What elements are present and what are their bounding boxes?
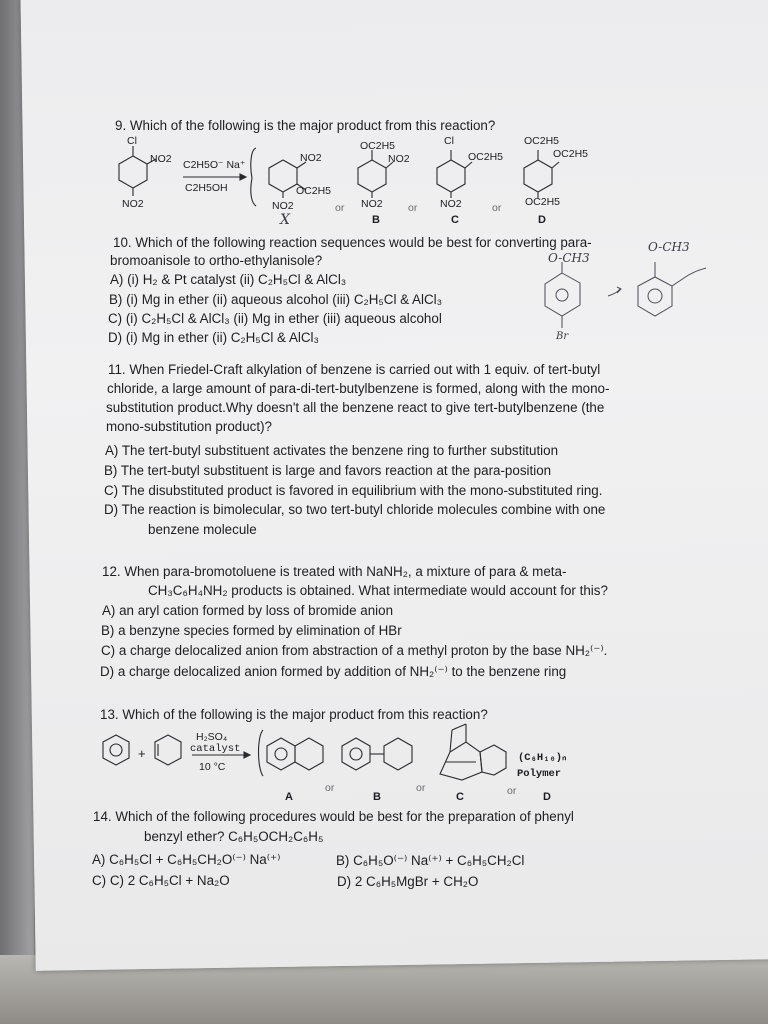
q12-line2: CH₃C₆H₄NH₂ products is obtained. What intermediate would account for this? [148,583,608,598]
q13-or-1: or [325,782,335,794]
q13-label-d: D [543,791,551,803]
q10-note-br: Br [556,331,569,342]
q9-c-top: Cl [444,135,454,147]
q13-polymer-formula: (C₆H₁₀)ₙ [518,752,567,764]
q11-option-b: B) The tert-butyl substituent is large and favors reaction at the para-position [104,463,552,478]
q9-a-bottom: NO2 [272,200,294,212]
q13-question: 13. Which of the following is the major product from this reaction? [100,707,488,722]
q9-reagent-bottom: C2H5OH [185,182,228,194]
q12-option-a: A) an aryl cation formed by loss of bromide anion [102,603,394,618]
q13-or-2: or [416,782,426,794]
q12-option-d: D) a charge delocalized anion formed by addition of NH₂⁽⁻⁾ to the benzene ring [100,664,567,679]
q13-label-a: A [285,791,293,803]
q10-option-a: A) (i) H₂ & Pt catalyst (ii) C₂H₅Cl & AlCl₃ [110,272,347,287]
q13-or-3: or [507,785,517,797]
q9-or-1: or [335,202,345,214]
q9-c-side: OC2H5 [468,151,504,163]
q9-reagent-top: C2H5O⁻ Na⁺ [183,159,246,171]
q9-reactant-side: NO2 [150,153,172,165]
q10-line1: 10. Which of the following reaction sequences would be best for converting para- [113,235,592,250]
q9-d-bottom: OC2H5 [525,196,561,208]
q9-reactant-top: Cl [127,135,137,147]
q9-b-side: NO2 [388,153,410,165]
q10-note-methoxy-1: O-CH3 [548,251,590,265]
q10-option-c: C) (i) C₂H₅Cl & AlCl₃ (ii) Mg in ether (iii) aqueous alcohol [108,311,442,326]
q13-label-b: B [373,791,381,803]
q9-a-side: OC2H5 [296,185,332,197]
q14-line2: benzyl ether? C₆H₅OCH₂C₆H₅ [144,829,324,844]
q9-label-b: B [372,214,380,226]
q9-d-top: OC2H5 [524,135,560,147]
q9-b-top: OC2H5 [360,140,396,152]
q10-note-methoxy-2: O-CH3 [648,240,690,254]
q11-option-d-line1: D) The reaction is bimolecular, so two tert-butyl chloride molecules combine with one [104,502,606,517]
q12-option-b: B) a benzyne species formed by elimination of HBr [101,623,402,638]
q9-a-top: NO2 [300,152,322,164]
q14-option-d: D) 2 C₆H₅MgBr + CH₂O [337,874,479,889]
q14-option-b: B) C₆H₅O⁽⁻⁾ Na⁽⁺⁾ + C₆H₅CH₂Cl [336,853,525,868]
q9-label-d: D [538,214,546,226]
q9-d-side: OC2H5 [553,148,589,160]
q9-answer-mark: X [280,212,290,228]
q10-option-d: D) (i) Mg in ether (ii) C₂H₅Cl & AlCl₃ [108,330,319,345]
q10-line2: bromoanisole to ortho-ethylanisole? [110,253,323,268]
q9-question: 9. Which of the following is the major product from this reaction? [115,118,496,133]
q12-option-c: C) a charge delocalized anion from abstraction of a methyl proton by the base NH₂⁽⁻⁾. [101,643,608,658]
q9-b-bottom: NO2 [361,198,383,210]
q14-line1: 14. Which of the following procedures would be best for the preparation of phenyl [93,809,574,824]
q9-label-c: C [451,214,459,226]
q13-polymer-label: Polymer [517,768,562,780]
q13-reagent-temp: 10 °C [199,761,226,773]
q11-option-c: C) The disubstituted product is favored in equilibrium with the mono-substituted ring. [104,483,603,498]
q12-line1: 12. When para-bromotoluene is treated with NaNH₂, a mixture of para & meta- [102,564,567,579]
q9-c-bottom: NO2 [440,198,462,210]
q13-reagent-catalyst: catalyst [190,743,241,755]
q9-or-2: or [408,202,418,214]
q9-reactant-bottom: NO2 [122,198,144,210]
q13-plus: + [138,746,146,761]
q9-or-3: or [492,202,502,214]
q11-line1: 11. When Friedel-Craft alkylation of benzene is carried out with 1 equiv. of tert-butyl [108,362,601,377]
q11-line4: mono-substitution product)? [106,419,272,434]
q11-line2: chloride, a large amount of para-di-tert-butylbenzene is formed, along with the mono- [107,381,610,396]
q13-label-c: C [456,791,464,803]
q14-option-a: A) C₆H₅Cl + C₆H₅CH₂O⁽⁻⁾ Na⁽⁺⁾ [92,852,281,867]
q11-line3: substitution product.Why doesn't all the benzene react to give tert-butylbenzene (the [106,400,605,415]
q10-option-b: B) (i) Mg in ether (ii) aqueous alcohol (iii) C₂H₅Cl & AlCl₃ [109,292,443,307]
q13-reagent-acid: H₂SO₄ [196,731,228,743]
q14-option-c: C) C) 2 C₆H₅Cl + Na₂O [92,873,230,888]
q11-option-d-line2: benzene molecule [148,522,257,537]
q11-option-a: A) The tert-butyl substituent activates the benzene ring to further substitution [105,443,559,458]
